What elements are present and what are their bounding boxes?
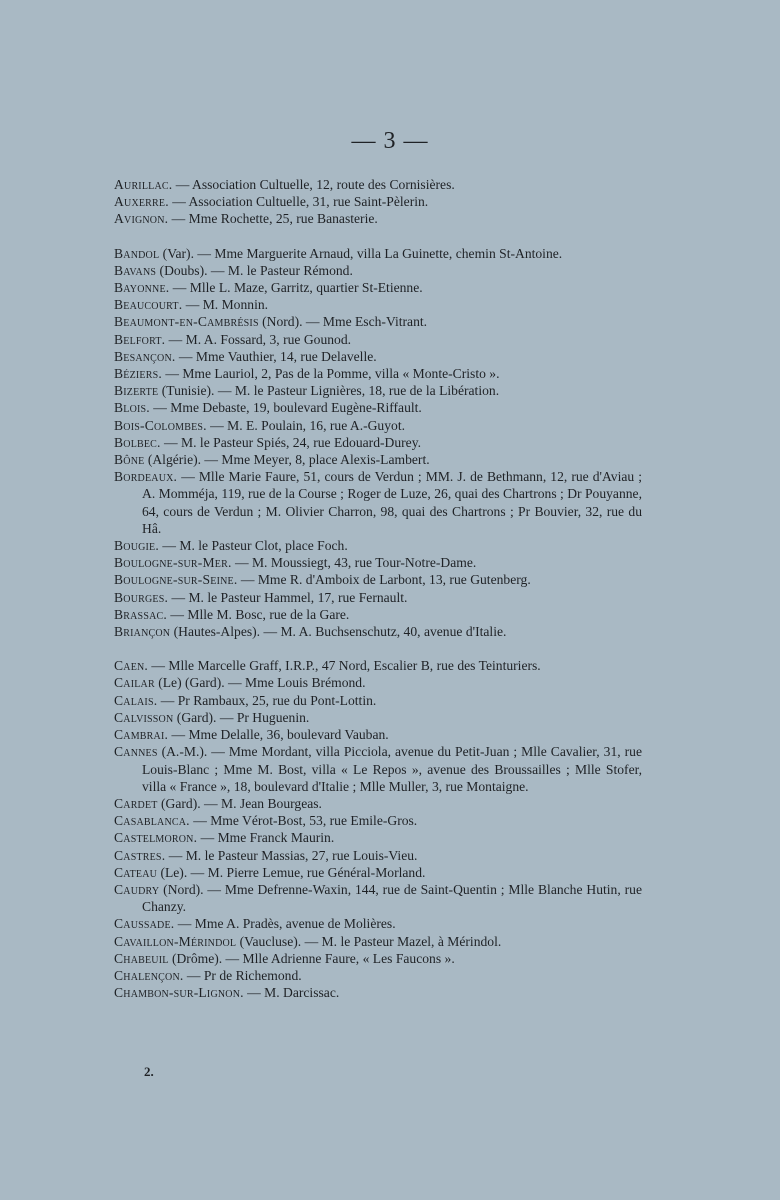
entry-details: — Mme R. d'Amboix de Larbont, 13, rue Gutenberg. xyxy=(237,572,531,588)
directory-entry xyxy=(114,709,642,726)
entry-details: (Drôme). — Mlle Adrienne Faure, « Les Faucons ». xyxy=(168,950,455,966)
directory-entry xyxy=(114,674,642,691)
place-name: Cavaillon-Mérindol xyxy=(114,933,237,949)
directory-entry xyxy=(114,743,642,795)
place-name: Casablanca. xyxy=(114,813,190,829)
directory-entry xyxy=(114,331,642,348)
directory-entry xyxy=(114,417,642,434)
directory-entry xyxy=(114,296,642,313)
entry-details: — Mme Vauthier, 14, rue Delavelle. xyxy=(175,348,377,364)
directory-entry xyxy=(114,537,642,554)
directory-entry xyxy=(114,571,642,588)
place-name: Bandol xyxy=(114,245,160,261)
entry-details: — M. le Pasteur Clot, place Foch. xyxy=(158,538,348,554)
directory-entry xyxy=(114,881,642,915)
directory-entry xyxy=(114,606,642,623)
directory-entry xyxy=(114,382,642,399)
directory-entry xyxy=(114,829,642,846)
directory-entry xyxy=(114,812,642,829)
directory-entry xyxy=(114,589,642,606)
entry-details: — M. le Pasteur Massias, 27, rue Louis-Vieu. xyxy=(165,847,418,863)
directory-entry xyxy=(114,434,642,451)
directory-list xyxy=(114,176,642,1001)
place-name: Calvisson xyxy=(114,709,174,725)
entry-details: (Vaucluse). — M. le Pasteur Mazel, à Mérindol. xyxy=(236,933,502,949)
directory-entry xyxy=(114,967,642,984)
place-name: Bayonne. xyxy=(114,280,170,296)
entry-details: — M. le Pasteur Hammel, 17, rue Fernault. xyxy=(168,589,408,605)
directory-group xyxy=(114,176,642,228)
place-name: Béziers. xyxy=(114,366,162,382)
directory-group xyxy=(114,245,642,641)
entry-details: — Mme Debaste, 19, boulevard Eugène-Riffault. xyxy=(149,400,422,416)
place-name: Cateau xyxy=(114,864,158,880)
place-name: Beaucourt. xyxy=(114,297,183,313)
place-name: Castres. xyxy=(114,847,166,863)
directory-entry xyxy=(114,847,642,864)
directory-entry xyxy=(114,348,642,365)
directory-entry xyxy=(114,623,642,640)
place-name: Cambrai. xyxy=(114,727,169,743)
directory-entry xyxy=(114,950,642,967)
directory-entry xyxy=(114,726,642,743)
place-name: Caussade. xyxy=(114,916,175,932)
place-name: Blois. xyxy=(114,400,150,416)
entry-details: (Nord). — Mme Esch-Vitrant. xyxy=(258,314,428,330)
place-name: Bois-Colombes. xyxy=(114,417,207,433)
directory-entry xyxy=(114,451,642,468)
entry-details: — Mme Lauriol, 2, Pas de la Pomme, villa « Monte-Cristo ». xyxy=(161,366,500,382)
place-name: Cannes xyxy=(114,744,158,760)
directory-entry xyxy=(114,468,642,537)
directory-entry xyxy=(114,933,642,950)
page-number: — 3 — xyxy=(351,128,429,154)
place-name: Avignon. xyxy=(114,211,169,227)
place-name: Bourges. xyxy=(114,589,169,605)
place-name: Aurillac. xyxy=(114,177,173,192)
entry-details: (Hautes-Alpes). — M. A. Buchsenschutz, 40, avenue d'Italie. xyxy=(170,624,507,640)
directory-entry xyxy=(114,365,642,382)
entry-details: — Mme Rochette, 25, rue Banasterie. xyxy=(168,211,378,227)
place-name: Besançon. xyxy=(114,348,176,364)
place-name: Boulogne-sur-Mer. xyxy=(114,555,232,571)
place-name: Briançon xyxy=(114,624,171,640)
directory-entry xyxy=(114,245,642,262)
entry-details: — Association Cultuelle, 12, route des Cornisières. xyxy=(172,177,455,192)
entry-details: (Gard). — Pr Huguenin. xyxy=(173,709,310,725)
directory-entry xyxy=(114,262,642,279)
entry-details: — Pr Rambaux, 25, rue du Pont-Lottin. xyxy=(157,692,377,708)
place-name: Bizerte xyxy=(114,383,159,399)
place-name: Castelmoron. xyxy=(114,830,198,846)
place-name: Belfort. xyxy=(114,331,166,347)
entry-details: — Mme Vérot-Bost, 53, rue Emile-Gros. xyxy=(189,813,418,829)
entry-details: — Mlle L. Maze, Garritz, quartier St-Etienne. xyxy=(169,280,423,296)
entry-details: — Mme Franck Maurin. xyxy=(197,830,335,846)
directory-entry xyxy=(114,984,642,1001)
place-name: Chabeuil xyxy=(114,950,169,966)
place-name: Caen. xyxy=(114,658,149,674)
entry-details: — Mlle Marcelle Graff, I.R.P., 47 Nord, Escalier B, rue des Teinturiers. xyxy=(148,658,541,674)
signature-mark: 2. xyxy=(144,1064,154,1079)
entry-details: — Mlle Marie Faure, 51, cours de Verdun ; MM. J. de Bethmann, 12, rue d'Aviau ; A. Momméja, 119, rue de la Course ; Roger de Luze, 26, quai des Chartrons ; Dr Pouyanne, 64, cours de Verdun ; M. Olivier Charron, 98, quai des Chartrons ; Pr Bouvier, 32, rue du Hâ. xyxy=(142,469,642,536)
directory-entry xyxy=(114,399,642,416)
entry-details: — Mlle M. Bosc, rue de la Gare. xyxy=(166,606,350,622)
directory-entry xyxy=(114,313,642,330)
place-name: Chambon-sur-Lignon. xyxy=(114,985,244,1001)
entry-details: (A.-M.). — Mme Mordant, villa Picciola, avenue du Petit-Juan ; Mlle Cavalier, 31, rue Louis-Blanc ; Mme M. Bost, villa « Le Repos », avenue des Broussailles ; Mlle Stofer, villa « France », 18, boulevard d'Italie ; Mlle Muller, 3, rue Montaigne. xyxy=(142,744,642,794)
place-name: Bordeaux. xyxy=(114,469,178,485)
place-name: Bolbec. xyxy=(114,434,161,450)
directory-entry xyxy=(114,554,642,571)
entry-details: (Tunisie). — M. le Pasteur Lignières, 18, rue de la Libération. xyxy=(158,383,500,399)
place-name: Auxerre. xyxy=(114,194,169,210)
directory-entry xyxy=(114,864,642,881)
directory-entry xyxy=(114,915,642,932)
entry-details: — Mme A. Pradès, avenue de Molières. xyxy=(174,916,396,932)
entry-details: — M. le Pasteur Spiés, 24, rue Edouard-Durey. xyxy=(160,434,422,450)
entry-details: — M. E. Poulain, 16, rue A.-Guyot. xyxy=(206,417,405,433)
place-name: Caudry xyxy=(114,881,160,897)
entry-details: (Le). — M. Pierre Lemue, rue Général-Morland. xyxy=(157,864,426,880)
place-name: Boulogne-sur-Seine. xyxy=(114,572,238,588)
directory-entry xyxy=(114,193,642,210)
entry-details: — Pr de Richemond. xyxy=(183,967,302,983)
entry-details: (Le) (Gard). — Mme Louis Brémond. xyxy=(154,675,366,691)
place-name: Bône xyxy=(114,452,145,468)
directory-entry xyxy=(114,692,642,709)
directory-entry xyxy=(114,210,642,227)
place-name: Brassac. xyxy=(114,606,167,622)
directory-entry xyxy=(114,657,642,674)
entry-details: — M. Monnin. xyxy=(182,297,269,313)
place-name: Calais. xyxy=(114,692,158,708)
place-name: Chalençon. xyxy=(114,967,184,983)
directory-group xyxy=(114,657,642,1001)
place-name: Beaumont-en-Cambrésis xyxy=(114,314,259,330)
entry-details: — Association Cultuelle, 31, rue Saint-Pèlerin. xyxy=(168,194,429,210)
entry-details: (Nord). — Mme Defrenne-Waxin, 144, rue de Saint-Quentin ; Mlle Blanche Hutin, rue Chanzy. xyxy=(142,881,642,915)
directory-entry xyxy=(114,176,642,193)
directory-entry xyxy=(114,279,642,296)
place-name: Cardet xyxy=(114,795,158,811)
entry-details: — M. Darcissac. xyxy=(243,985,340,1001)
entry-details: (Gard). — M. Jean Bourgeas. xyxy=(157,795,322,811)
entry-details: — M. A. Fossard, 3, rue Gounod. xyxy=(165,331,352,347)
entry-details: (Algérie). — Mme Meyer, 8, place Alexis-Lambert. xyxy=(144,452,430,468)
entry-details: — Mme Delalle, 36, boulevard Vauban. xyxy=(168,727,389,743)
place-name: Bavans xyxy=(114,262,157,278)
entry-details: (Doubs). — M. le Pasteur Rémond. xyxy=(156,262,353,278)
directory-entry xyxy=(114,795,642,812)
entry-details: (Var). — Mme Marguerite Arnaud, villa La Guinette, chemin St-Antoine. xyxy=(159,245,563,261)
place-name: Cailar xyxy=(114,675,155,691)
place-name: Bougie. xyxy=(114,538,159,554)
entry-details: — M. Moussiegt, 43, rue Tour-Notre-Dame. xyxy=(231,555,477,571)
